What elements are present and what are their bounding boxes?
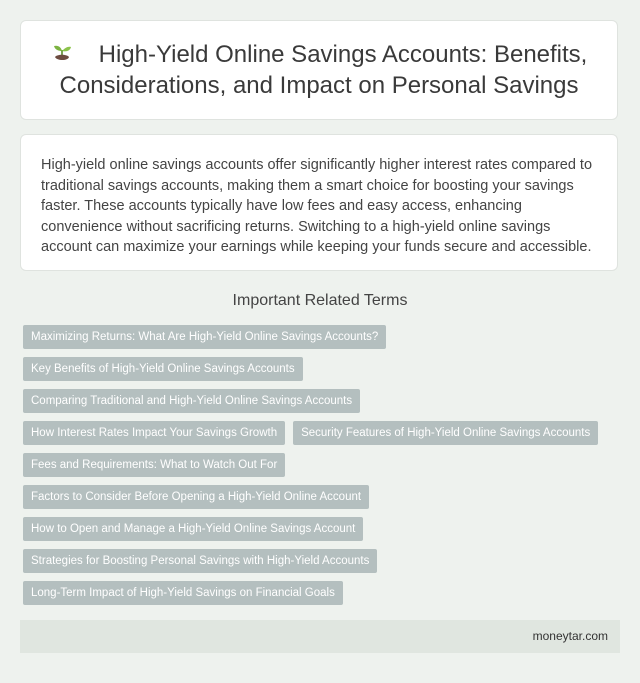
- intro-card: [20, 134, 618, 271]
- title-card: [20, 20, 618, 120]
- sprout-icon: [51, 42, 73, 64]
- term-tag[interactable]: Comparing Traditional and High-Yield Online Savings Accounts: [23, 389, 360, 413]
- footer: [20, 620, 620, 653]
- term-tag[interactable]: Factors to Consider Before Opening a High-Yield Online Account: [23, 485, 369, 509]
- term-tag[interactable]: Security Features of High-Yield Online Savings Accounts: [293, 421, 598, 445]
- term-tag[interactable]: Fees and Requirements: What to Watch Out For: [23, 453, 285, 477]
- intro-text: High-yield online savings accounts offer significantly higher interest rates compared to traditional savings accounts, making them a smart choice for boosting your savings faster. These accounts typically have low fees and easy access, enhancing convenience without sacrificing returns. Switching to a high-yield online savings account can maximize your earnings while keeping your funds secure and accessible.: [41, 157, 593, 255]
- related-terms-list: [23, 325, 623, 613]
- term-tag[interactable]: How to Open and Manage a High-Yield Online Savings Account: [23, 517, 363, 541]
- term-tag[interactable]: Key Benefits of High-Yield Online Savings Accounts: [23, 357, 303, 381]
- page-title-heading: [39, 39, 599, 101]
- footer-site-link[interactable]: moneytar.com: [532, 629, 608, 643]
- term-tag[interactable]: How Interest Rates Impact Your Savings Growth: [23, 421, 285, 445]
- page-title: High-Yield Online Savings Accounts: Benefits, Considerations, and Impact on Personal Savings: [59, 41, 588, 99]
- related-terms-heading: Important Related Terms: [232, 292, 408, 309]
- term-tag[interactable]: Maximizing Returns: What Are High-Yield Online Savings Accounts?: [23, 325, 386, 349]
- term-tag[interactable]: Long-Term Impact of High-Yield Savings on Financial Goals: [23, 581, 343, 605]
- term-tag[interactable]: Strategies for Boosting Personal Savings with High-Yield Accounts: [23, 549, 377, 573]
